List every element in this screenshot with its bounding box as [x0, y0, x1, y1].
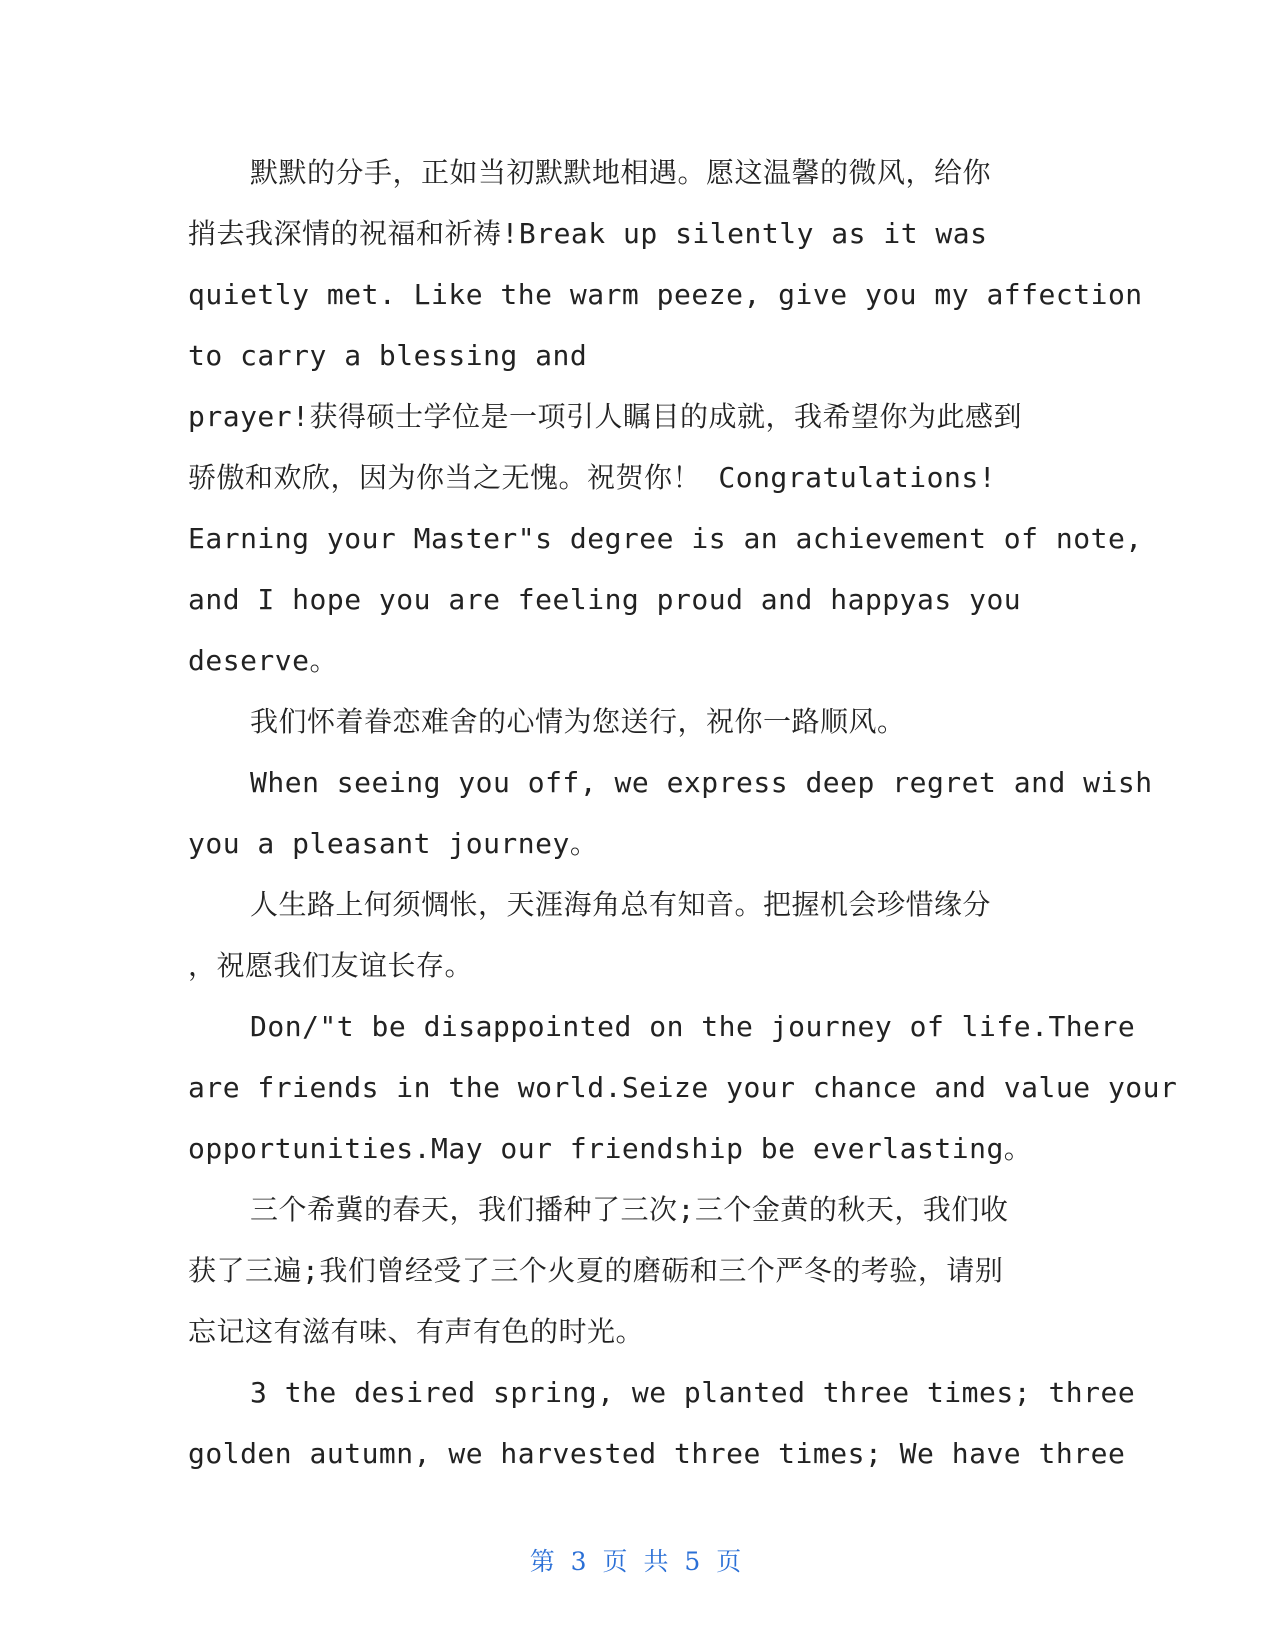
page-number-footer: 第 3 页 共 5 页 [529, 1547, 746, 1576]
text-line: deserve。 [188, 644, 339, 677]
text-line: 忘记这有滋有味、有声有色的时光。 [188, 1315, 645, 1348]
text-line: are friends in the world.Seize your chance and value your [188, 1071, 1178, 1104]
text-line: prayer!获得硕士学位是一项引人瞩目的成就，我希望你为此感到 [188, 400, 1023, 433]
text-line: opportunities.May our friendship be everlasting。 [188, 1132, 1033, 1165]
text-line: golden autumn, we harvested three times; We have three [188, 1437, 1126, 1470]
text-line: 骄傲和欢欣，因为你当之无愧。祝贺你！ Congratulations! [188, 461, 997, 494]
text-line: 3 the desired spring, we planted three times; three [250, 1376, 1136, 1409]
text-line: 三个希冀的春天，我们播种了三次;三个金黄的秋天，我们收 [250, 1193, 1009, 1226]
text-line: When seeing you off, we express deep regret and wish [250, 766, 1153, 799]
text-line: 默默的分手，正如当初默默地相遇。愿这温馨的微风，给你 [250, 156, 992, 189]
text-line: 捎去我深情的祝福和祈祷!Break up silently as it was [188, 217, 988, 250]
text-line: you a pleasant journey。 [188, 827, 599, 860]
text-line: and I hope you are feeling proud and happyas you [188, 583, 1022, 616]
text-line: quietly met. Like the warm peeze, give you my affection [188, 278, 1143, 311]
text-line: 我们怀着眷恋难舍的心情为您送行，祝你一路顺风。 [250, 705, 906, 738]
text-line: Earning your Master"s degree is an achievement of note, [188, 522, 1143, 555]
text-line: to carry a blessing and [188, 339, 588, 372]
text-line: 获了三遍;我们曾经受了三个火夏的磨砺和三个严冬的考验，请别 [188, 1254, 1004, 1287]
document-body [188, 142, 1178, 1484]
text-line: Don/"t be disappointed on the journey of life.There [250, 1010, 1136, 1043]
text-line: 人生路上何须惆怅，天涯海角总有知音。把握机会珍惜缘分 [250, 888, 992, 921]
text-line: ，祝愿我们友谊长存。 [188, 949, 474, 982]
